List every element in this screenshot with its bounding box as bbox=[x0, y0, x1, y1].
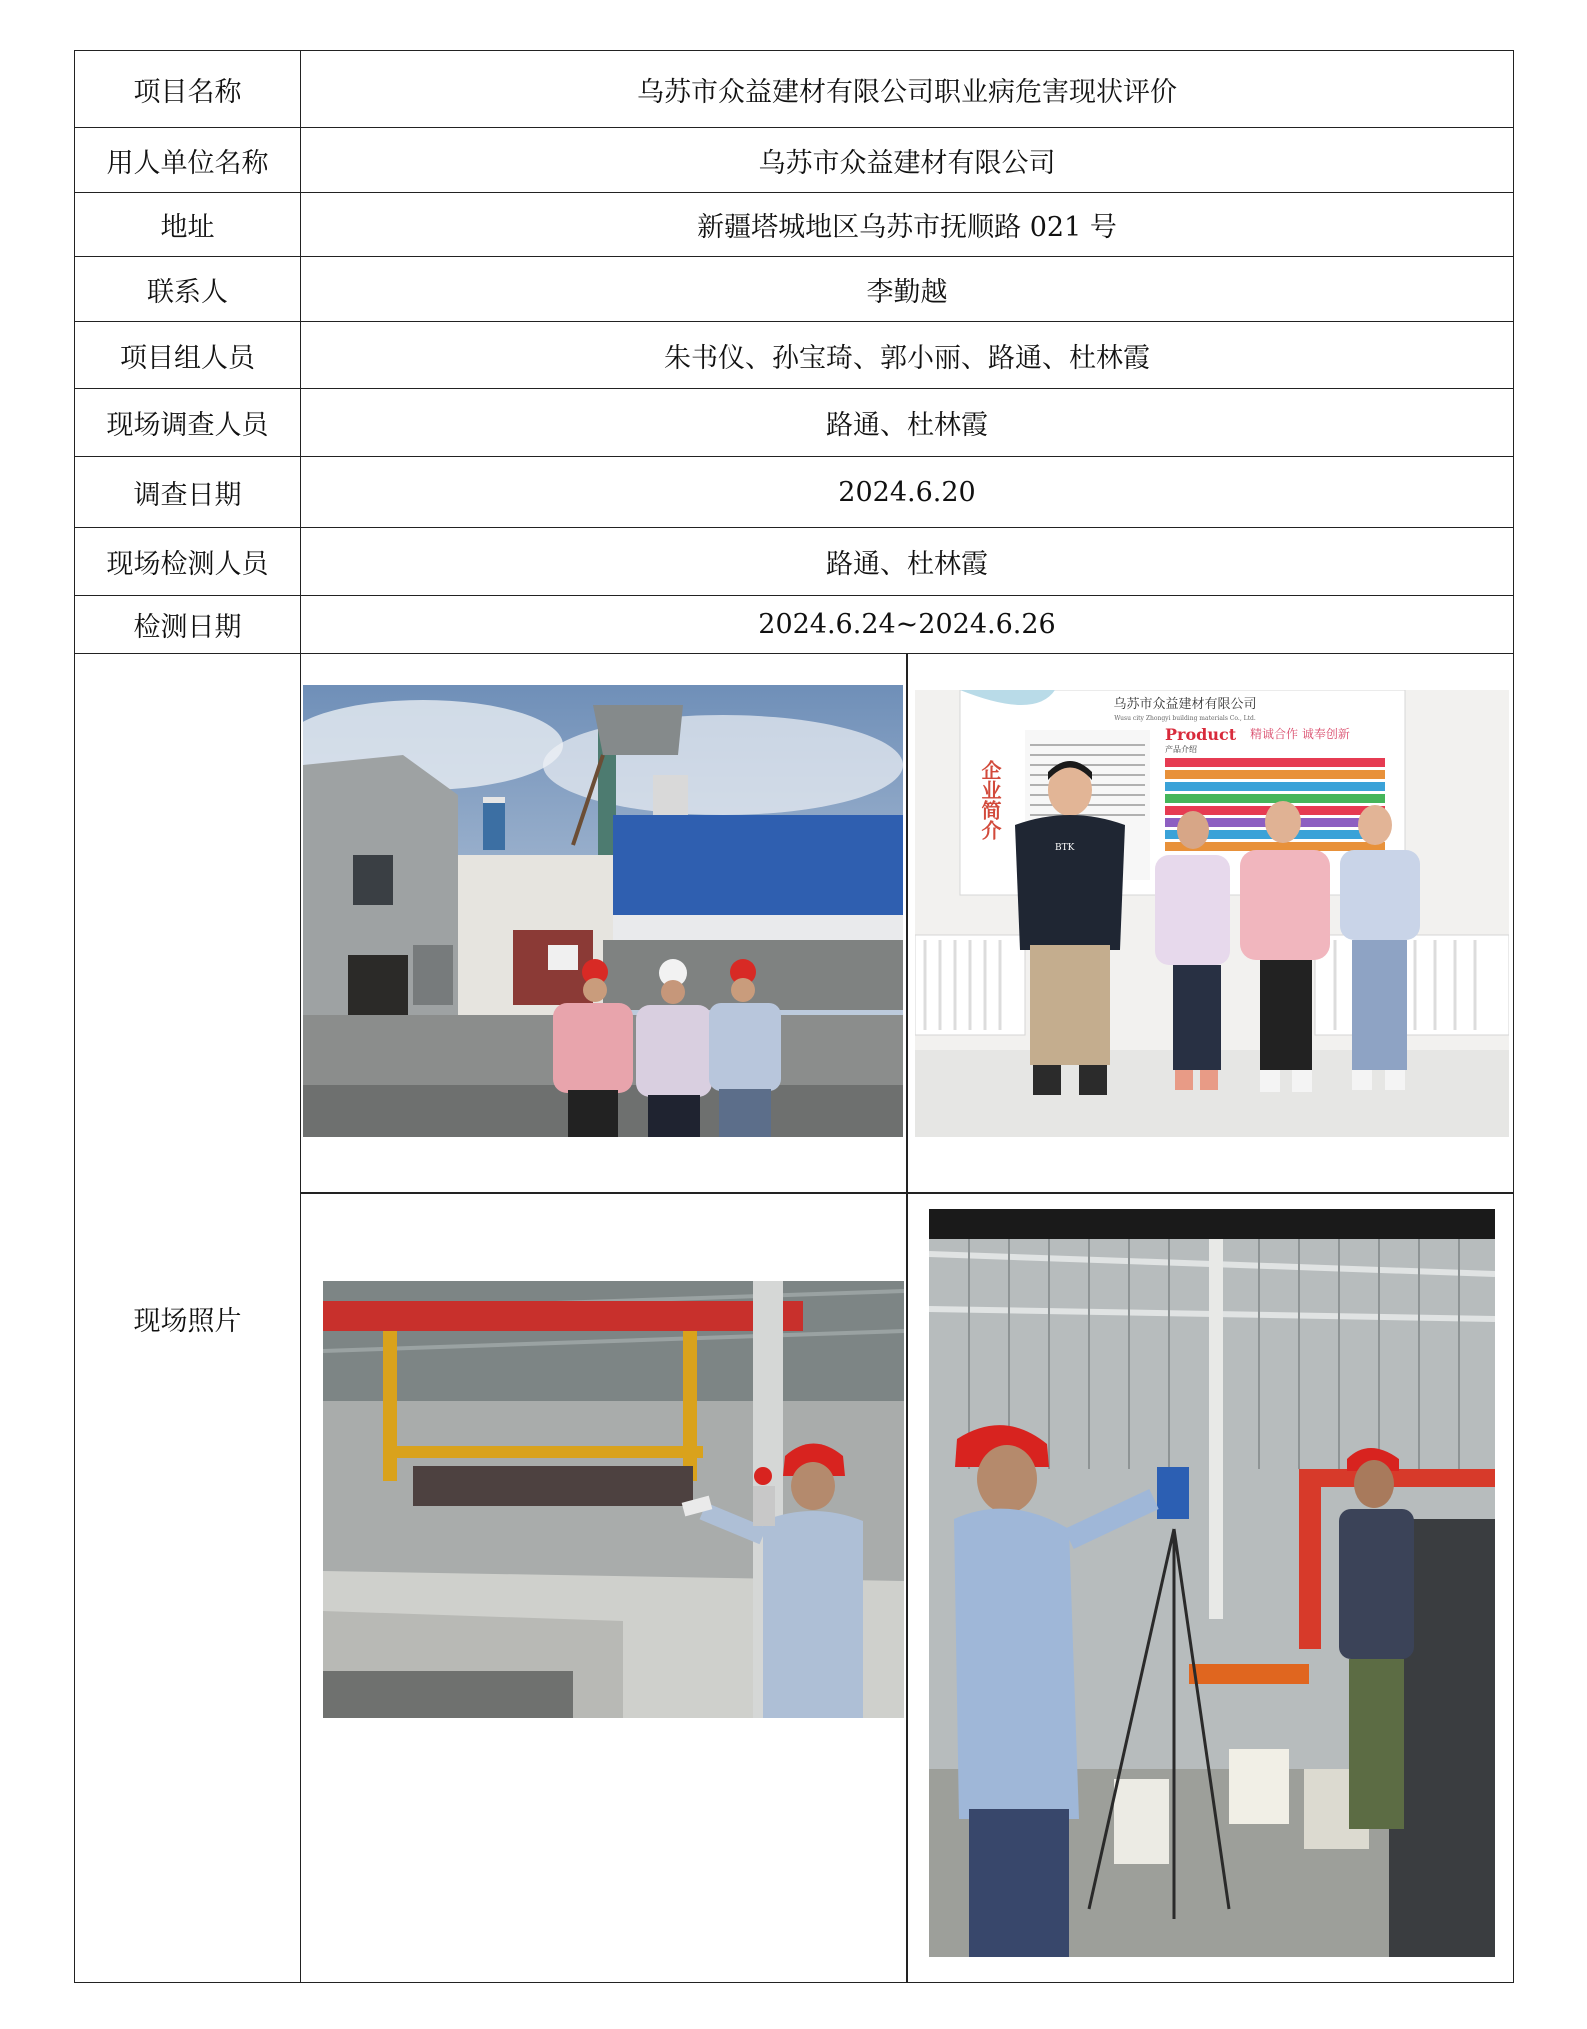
value-test-date: 2024.6.24~2024.6.26 bbox=[301, 596, 1514, 654]
label-test-date: 检测日期 bbox=[75, 596, 301, 654]
row-test-staff bbox=[75, 528, 1514, 596]
value-survey-date: 2024.6.20 bbox=[301, 457, 1514, 528]
label-team: 项目组人员 bbox=[75, 322, 301, 389]
value-employer: 乌苏市众益建材有限公司 bbox=[301, 128, 1514, 193]
row-employer bbox=[75, 128, 1514, 193]
photo-tripod-measurement bbox=[929, 1209, 1495, 1957]
row-contact bbox=[75, 257, 1514, 322]
poster-product: Product bbox=[1165, 725, 1237, 744]
worker-background bbox=[753, 1467, 775, 1526]
photo-grid-divider-vertical bbox=[906, 654, 908, 1982]
noise-meter bbox=[1157, 1467, 1189, 1519]
shirt-text: BTK bbox=[1055, 843, 1075, 853]
label-photos: 现场照片 bbox=[75, 654, 301, 1983]
row-team bbox=[75, 322, 1514, 389]
row-survey-staff bbox=[75, 389, 1514, 457]
value-contact: 李勤越 bbox=[301, 257, 1514, 322]
value-test-staff: 路通、杜林霞 bbox=[301, 528, 1514, 596]
value-project-name: 乌苏市众益建材有限公司职业病危害现状评价 bbox=[301, 51, 1514, 128]
label-survey-date: 调查日期 bbox=[75, 457, 301, 528]
project-info-table bbox=[74, 50, 1514, 1983]
label-test-staff: 现场检测人员 bbox=[75, 528, 301, 596]
label-employer: 用人单位名称 bbox=[75, 128, 301, 193]
photos-cell bbox=[301, 654, 1514, 1983]
row-test-date bbox=[75, 596, 1514, 654]
photo-workshop-crane bbox=[323, 1281, 904, 1718]
value-address: 新疆塔城地区乌苏市抚顺路 021 号 bbox=[301, 193, 1514, 257]
poster-slogan: 精诚合作 诚奉创新 bbox=[1250, 727, 1350, 741]
row-address bbox=[75, 193, 1514, 257]
label-contact: 联系人 bbox=[75, 257, 301, 322]
value-survey-staff: 路通、杜林霞 bbox=[301, 389, 1514, 457]
photo-plant-exterior bbox=[303, 685, 903, 1137]
label-survey-staff: 现场调查人员 bbox=[75, 389, 301, 457]
row-photos bbox=[75, 654, 1514, 1983]
poster-side-text: 企业简介 bbox=[978, 760, 1002, 840]
value-team: 朱书仪、孙宝琦、郭小丽、路通、杜林霞 bbox=[301, 322, 1514, 389]
survey-sheet bbox=[74, 50, 1514, 1983]
photo-grid bbox=[301, 654, 1513, 1982]
label-address: 地址 bbox=[75, 193, 301, 257]
photo-group-poster bbox=[915, 690, 1509, 1137]
poster-product-sub: 产品介绍 bbox=[1165, 745, 1197, 754]
poster-subtitle: Wusu city Zhongyi building materials Co., Ltd. bbox=[1114, 715, 1256, 722]
poster-title: 乌苏市众益建材有限公司 bbox=[1113, 697, 1257, 712]
row-project-name bbox=[75, 51, 1514, 128]
label-project-name: 项目名称 bbox=[75, 51, 301, 128]
photo-grid-divider-horizontal bbox=[301, 1192, 1513, 1194]
row-survey-date bbox=[75, 457, 1514, 528]
